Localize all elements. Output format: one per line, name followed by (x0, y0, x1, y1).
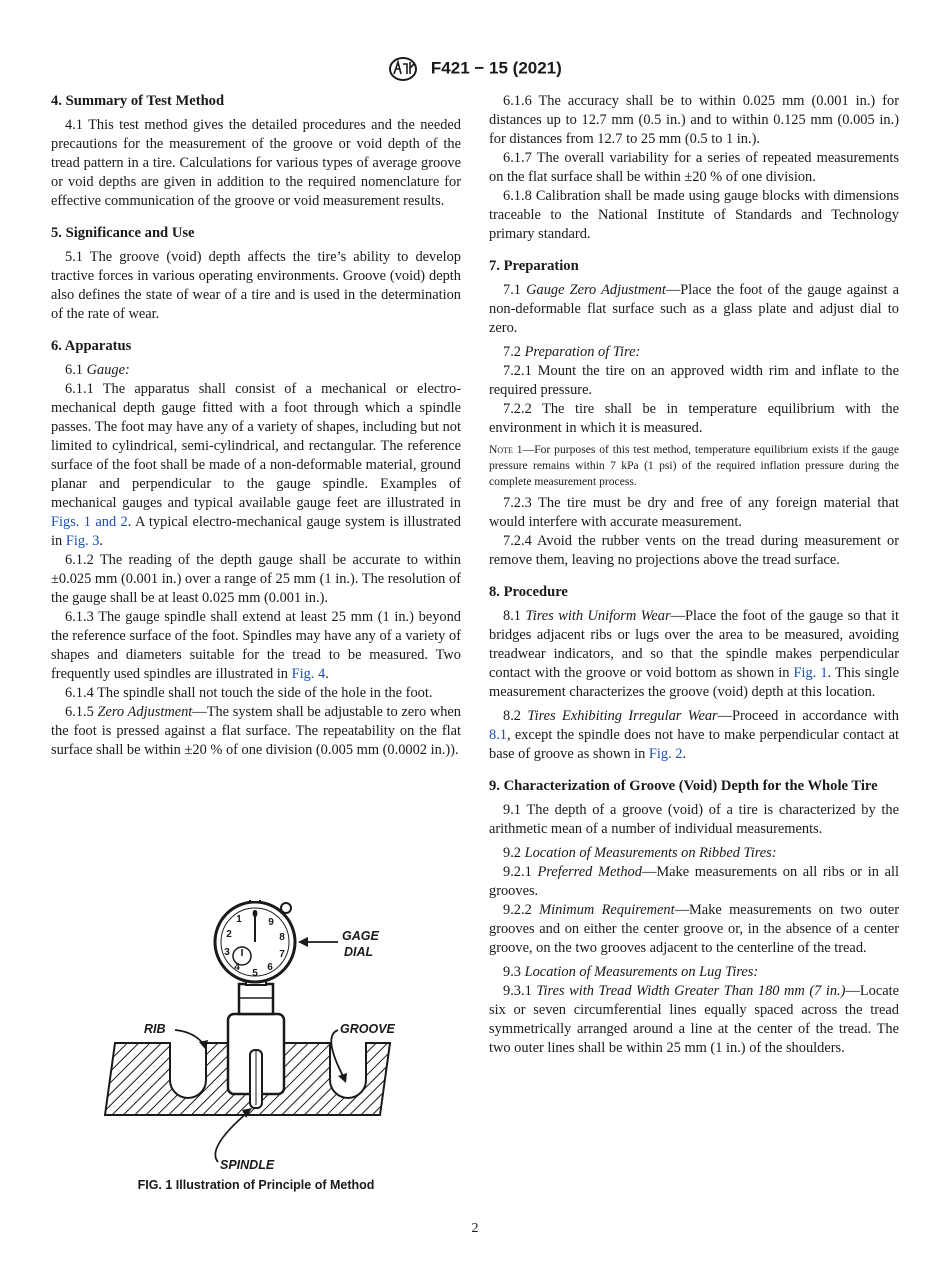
astm-logo-icon (388, 56, 418, 82)
note-1: Note 1—For purposes of this test method, temperature equilibrium exists if the gauge pressure remains within 7 kPa (1 psi) of the required inflation pressure during the complete measurement process. (489, 443, 899, 488)
para-6-1-6: 6.1.6 The accuracy shall be to within 0.025 mm (0.001 in.) for distances up to 12.7 mm (0.5 in.) and to within 0.125 mm (0.005 in.) for distances from 12.7 to 25 mm (0.5 to 1 in.). (489, 93, 899, 147)
left-column (51, 92, 461, 760)
dial-number: 6 (267, 962, 273, 973)
dial-number: 4 (234, 962, 240, 973)
figure-1-caption: FIG. 1 Illustration of Principle of Method (137, 1178, 375, 1192)
section-6-heading: 6. Apparatus (51, 338, 132, 354)
dial-number: 7 (279, 949, 285, 960)
para-4-1: 4.1 This test method gives the detailed procedures and the needed precautions for the measurement of the groove or void depth of the tread pattern in a tire. Calculations for various types of average groove or void depths are given in addition to the required nomenclature for effective communication of the groove or void measurement results. (51, 117, 461, 209)
para-6-1-2: 6.1.2 The reading of the depth gauge shall be accurate to within ±0.025 mm (0.001 in.) over a range of 25 mm (1 in.). The resolution of the gauge shall be at least 0.025 mm (0.001 in.). (51, 552, 461, 606)
para-6-1-7: 6.1.7 The overall variability for a series of repeated measurements on the flat surface shall be within ±20 % of one division. (489, 150, 899, 185)
section-5-heading: 5. Significance and Use (51, 225, 195, 241)
para-8-2: 8.2 Tires Exhibiting Irregular Wear—Proceed in accordance with 8.1, except the spindle does not have to make perpendicular contact at base of groove as shown in Fig. 2. (489, 708, 899, 762)
para-9-3: 9.3 Location of Measurements on Lug Tires: (503, 964, 759, 980)
label-dial: DIAL (344, 945, 374, 959)
para-7-2-3: 7.2.3 The tire must be dry and free of any foreign material that would interfere with accurate measurement. (489, 495, 899, 530)
para-6-1-8: 6.1.8 Calibration shall be made using gauge blocks with dimensions traceable to the National Institute of Standards and Technology primary standard. (489, 188, 899, 242)
label-groove: GROOVE (340, 1022, 395, 1036)
fig-1-link[interactable]: Fig. 1 (793, 665, 828, 681)
right-column (489, 92, 899, 1058)
dial-number: 1 (236, 914, 242, 925)
dial-number: 2 (226, 929, 232, 940)
para-5-1: 5.1 The groove (void) depth affects the tire’s ability to develop tractive forces in various operating environments. Groove (void) depth also defines the state of wear of a tire and is used in the determination of the rate of wear. (51, 249, 461, 322)
figure-1-illustration (100, 900, 420, 1190)
fig-3-link[interactable]: Fig. 3 (65, 533, 100, 549)
dial-number: 0 (252, 909, 258, 920)
para-9-2: 9.2 Location of Measurements on Ribbed Tires: (503, 845, 777, 861)
para-6-1-1: 6.1.1 The apparatus shall consist of a mechanical or electro-mechanical depth gauge fitted with a foot through which a spindle passes. The foot may have any of a variety of shapes, including but not limited to cylindrical, semi-cylindrical, and rectangular. The reference surface of the foot shall be made of a non-deformable material, ground planar and perpendicular to the gauge spindle. Examples of mechanical gauges and typical available gauge feet are illustrated in Figs. 1 and 2. A typical electro-mechanical gauge system is illustrated in Fig. 3. (51, 381, 461, 549)
label-rib: RIB (144, 1022, 166, 1036)
section-7-heading: 7. Preparation (489, 258, 579, 274)
para-number: 6.1 (65, 362, 83, 378)
fig-4-link[interactable]: Fig. 4 (291, 666, 326, 682)
section-8-1-link[interactable]: 8.1 (489, 727, 507, 743)
para-7-1: 7.1 Gauge Zero Adjustment—Place the foot of the gauge against a non-deformable flat surface such as a glass plate and adjust dial to zero. (489, 282, 899, 336)
section-8-heading: 8. Procedure (489, 584, 568, 600)
para-7-2-2: 7.2.2 The tire shall be in temperature equilibrium with the environment in which it is measured. (489, 401, 899, 436)
para-6-1-5: 6.1.5 Zero Adjustment—The system shall be adjustable to zero when the foot is pressed against a flat surface. The repeatability on the flat surface shall be within ±20 % of one division (0.005 mm (0.0002 in.)). (51, 704, 461, 758)
para-7-2-1: 7.2.1 Mount the tire on an approved width rim and inflate to the required pressure. (489, 363, 899, 398)
para-8-1: 8.1 Tires with Uniform Wear—Place the foot of the gauge so that it bridges adjacent ribs or lugs over the area to be measured, avoiding treadwear indicators, and so that the spindle makes perpendicular contact with the groove or void bottom as shown in Fig. 1. This single measurement characterizes the groove (void) depth at this location. (489, 608, 899, 700)
para-9-2-2: 9.2.2 Minimum Requirement—Make measurements on two outer grooves and on either the center groove or, in the absence of a center groove, on the two grooves adjacent to the centerline of the tread. (489, 902, 899, 956)
document-designation: F421 − 15 (2021) (430, 58, 562, 78)
label-gage: GAGE (342, 929, 379, 943)
label-spindle: SPINDLE (220, 1158, 275, 1172)
dial-number: 9 (268, 917, 274, 928)
para-6-1-4: 6.1.4 The spindle shall not touch the side of the hole in the foot. (65, 685, 433, 701)
section-9-heading: 9. Characterization of Groove (Void) Depth for the Whole Tire (489, 778, 878, 794)
page-number: 2 (471, 1221, 479, 1236)
page-header (0, 56, 950, 82)
dial-number: 3 (224, 947, 230, 958)
para-6-1-3: 6.1.3 The gauge spindle shall extend at least 25 mm (1 in.) beyond the reference surface of the foot. Spindles may have any of a variety of shapes and diameters suitable for the tread to be measured. Two frequently used spindles are illustrated in Fig. 4. (51, 609, 461, 682)
para-9-1: 9.1 The depth of a groove (void) of a tire is characterized by the arithmetic mean of a number of individual measurements. (489, 802, 899, 837)
figs-1-2-link[interactable]: Figs. 1 and 2 (51, 514, 128, 530)
dial-number: 8 (279, 932, 285, 943)
para-subtitle: Gauge: (86, 362, 130, 378)
fig-2-link[interactable]: Fig. 2 (648, 746, 683, 762)
dial-number: 5 (252, 968, 258, 979)
para-7-2-4: 7.2.4 Avoid the rubber vents on the tread during measurement or remove them, leaving no projections above the tread surface. (489, 533, 899, 568)
para-9-2-1: 9.2.1 Preferred Method—Make measurements on all ribs or in all grooves. (489, 864, 899, 899)
para-7-2: 7.2 Preparation of Tire: (503, 344, 641, 360)
para-9-3-1: 9.3.1 Tires with Tread Width Greater Than 180 mm (7 in.)—Locate six or seven circumferential lines equally spaced across the tread symmetrically arranged around a line at the center of the tread. The two outer lines shall be within 25 mm (1 in.) of the shoulders. (489, 983, 899, 1056)
para-6-1 (51, 361, 461, 380)
section-4-heading: 4. Summary of Test Method (51, 93, 225, 109)
